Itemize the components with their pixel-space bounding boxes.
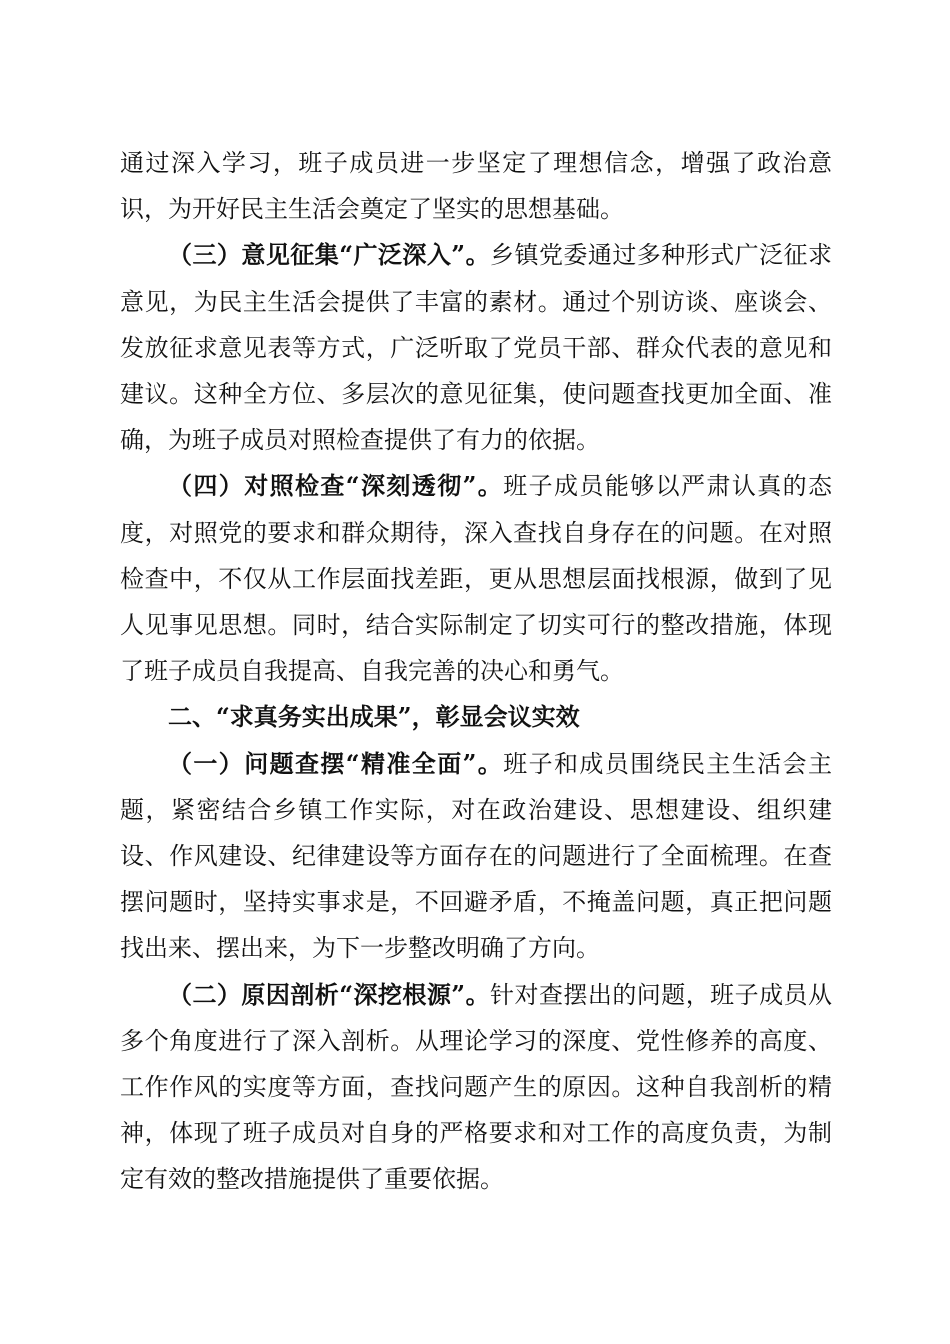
paragraph-self-check [120,463,832,694]
paragraph-text: 乡镇党委通过多种形式广泛征求意见，为民主生活会提供了丰富的素材。通过个别访谈、座谈会、发放征求意见表等方式，广泛听取了党员干部、群众代表的意见和建议。这种全方位、多层次的意见征集，使问题查找更加全面、准确，为班子成员对照检查提供了有力的依据。 [120,241,833,455]
paragraph-lead: （三）意见征集“广泛深入”。 [168,240,491,270]
paragraph-lead: （四）对照检查“深刻透彻”。 [168,471,504,501]
paragraph-text: 班子和成员围绕民主生活会主题，紧密结合乡镇工作实际，对在政治建设、思想建设、组织建设、作风建设、纪律建设等方面存在的问题进行了全面梳理。在查摆问题时，坚持实事求是，不回避矛盾，不掩盖问题，真正把问题找出来、摆出来，为下一步整改明确了方向。 [120,749,833,963]
paragraph-problem-review [120,741,832,972]
paragraph-text: 班子成员能够以严肃认真的态度，对照党的要求和群众期待，深入查找自身存在的问题。在对照检查中，不仅从工作层面找差距，更从思想层面找根源，做到了见人见事见思想。同时，结合实际制定了切实可行的整改措施，体现了班子成员自我提高、自我完善的决心和勇气。 [120,472,833,686]
section-heading: 二、“求真务实出成果”，彰显会议实效 [168,702,580,732]
paragraph-text: 通过深入学习，班子成员进一步坚定了理想信念，增强了政治意识，为开好民主生活会奠定了坚实的思想基础。 [120,149,832,224]
paragraph-lead: （一）问题查摆“精准全面”。 [168,748,504,778]
document-page [120,140,832,1203]
paragraph-continuation [120,140,832,232]
paragraph-lead: （二）原因剖析“深挖根源”。 [168,979,491,1009]
paragraph-text: 针对查摆出的问题，班子成员从多个角度进行了深入剖析。从理论学习的深度、党性修养的高度、工作作风的实度等方面，查找问题产生的原因。这种自我剖析的精神，体现了班子成员对自身的严格要求和对工作的高度负责，为制定有效的整改措施提供了重要依据。 [120,980,833,1194]
paragraph-cause-analysis [120,972,832,1203]
paragraph-opinion-collection [120,232,832,463]
